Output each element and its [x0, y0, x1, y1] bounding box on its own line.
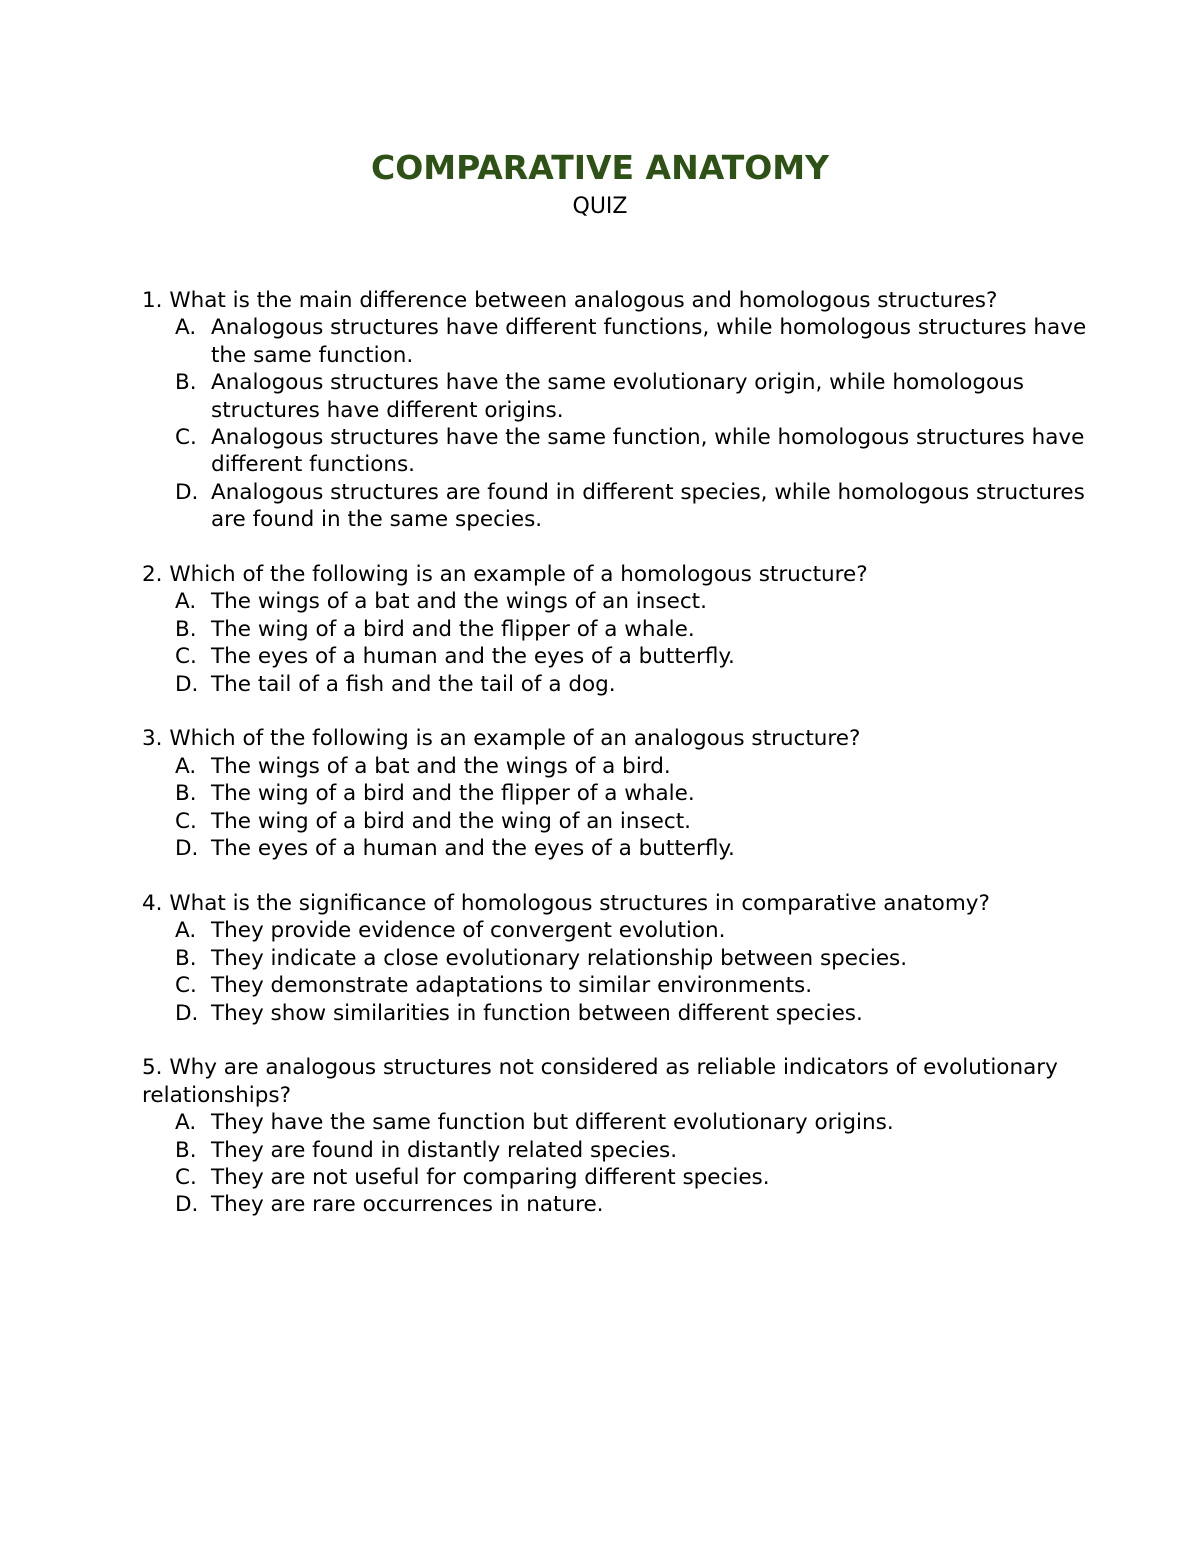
option-letter: C. [175, 808, 197, 834]
question-1 [142, 287, 1102, 534]
option-letter: D. [175, 671, 199, 697]
option-b [142, 780, 1102, 807]
option-text: They provide evidence of convergent evolution. [211, 918, 726, 944]
question-4 [142, 890, 1102, 1027]
option-letter: D. [175, 836, 199, 862]
option-text: Analogous structures have the same evolutionary origin, while homologous structures have different origins. [211, 370, 1024, 423]
option-text: They are found in distantly related species. [211, 1137, 678, 1163]
option-letter: C. [175, 644, 197, 670]
page-title: COMPARATIVE ANATOMY [371, 148, 829, 187]
question-5 [142, 1054, 1102, 1218]
option-b [142, 945, 1102, 972]
option-d [142, 671, 1102, 698]
option-text: Analogous structures are found in different species, while homologous structures are found in the same species. [211, 479, 1085, 533]
option-text: They demonstrate adaptations to similar environments. [211, 973, 813, 999]
page-subtitle: QUIZ [572, 194, 628, 219]
option-text: The wing of a bird and the flipper of a whale. [211, 781, 695, 807]
option-text: The tail of a fish and the tail of a dog. [211, 671, 616, 697]
option-letter: A. [175, 589, 197, 615]
question-text: 5. Why are analogous structures not considered as reliable indicators of evolutionary relationships? [142, 1055, 1058, 1108]
option-d [142, 1191, 1102, 1218]
question-text: 4. What is the significance of homologous structures in comparative anatomy? [142, 890, 990, 916]
option-text: Analogous structures have the same function, while homologous structures have different functions. [211, 425, 1085, 478]
option-d [142, 835, 1102, 862]
option-a [142, 314, 1102, 369]
option-b [142, 369, 1102, 424]
option-letter: A. [175, 315, 197, 341]
option-text: The eyes of a human and the eyes of a butterfly. [211, 644, 735, 670]
option-text: They have the same function but different evolutionary origins. [211, 1110, 894, 1136]
option-c [142, 808, 1102, 835]
option-letter: A. [175, 1110, 197, 1136]
option-letter: A. [175, 918, 197, 944]
option-letter: C. [175, 425, 197, 451]
question-text: 1. What is the main difference between analogous and homologous structures? [142, 288, 998, 313]
option-letter: B. [175, 781, 197, 807]
option-letter: C. [175, 973, 197, 999]
option-letter: D. [175, 1000, 199, 1026]
option-c [142, 643, 1102, 670]
question-list [142, 287, 1102, 1246]
option-b [142, 616, 1102, 643]
option-c [142, 424, 1102, 479]
option-list [142, 1109, 1102, 1219]
option-text: They show similarities in function between different species. [211, 1000, 863, 1026]
option-d [142, 1000, 1102, 1027]
option-list [142, 753, 1102, 863]
question-text: 2. Which of the following is an example of a homologous structure? [142, 562, 868, 588]
question-3 [142, 725, 1102, 862]
option-letter: D. [175, 479, 199, 505]
option-b [142, 1137, 1102, 1164]
option-list [142, 314, 1102, 533]
option-text: The wings of a bat and the wings of a bird. [211, 753, 671, 779]
option-text: They are not useful for comparing different species. [211, 1164, 770, 1190]
question-text: 3. Which of the following is an example of an analogous structure? [142, 726, 861, 752]
option-text: They indicate a close evolutionary relationship between species. [211, 945, 908, 971]
option-a [142, 1109, 1102, 1136]
option-list [142, 588, 1102, 698]
option-letter: D. [175, 1192, 199, 1218]
option-text: Analogous structures have different functions, while homologous structures have the same function. [211, 315, 1087, 368]
option-letter: B. [175, 945, 197, 971]
option-letter: B. [175, 616, 197, 642]
option-list [142, 917, 1102, 1027]
question-2 [142, 561, 1102, 698]
option-letter: A. [175, 753, 197, 779]
option-a [142, 753, 1102, 780]
option-letter: B. [175, 370, 197, 396]
option-c [142, 1164, 1102, 1191]
option-text: The wing of a bird and the wing of an insect. [211, 808, 691, 834]
option-c [142, 972, 1102, 999]
option-text: The wings of a bat and the wings of an insect. [211, 589, 707, 615]
option-a [142, 588, 1102, 615]
option-text: They are rare occurrences in nature. [211, 1192, 604, 1218]
option-text: The wing of a bird and the flipper of a whale. [211, 616, 695, 642]
option-letter: B. [175, 1137, 197, 1163]
option-text: The eyes of a human and the eyes of a butterfly. [211, 836, 735, 862]
option-a [142, 917, 1102, 944]
option-letter: C. [175, 1164, 197, 1190]
option-d [142, 479, 1102, 534]
